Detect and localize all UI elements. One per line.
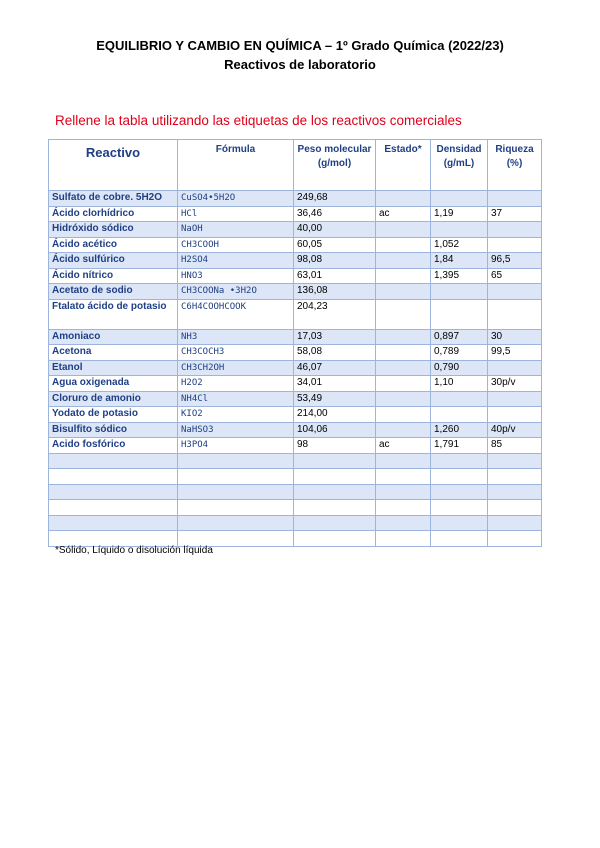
empty-cell-estado[interactable]: [376, 484, 431, 500]
header-densidad: Densidad (g/mL): [431, 140, 488, 191]
empty-cell-densidad[interactable]: [431, 484, 488, 500]
cell-peso: 46,07: [294, 360, 376, 376]
cell-densidad: 1,791: [431, 438, 488, 454]
cell-densidad: 1,10: [431, 376, 488, 392]
cell-riqueza: [488, 222, 542, 238]
cell-estado: [376, 268, 431, 284]
cell-reactivo: Cloruro de amonio: [49, 391, 178, 407]
table-row: [49, 422, 542, 438]
cell-densidad: [431, 391, 488, 407]
empty-cell-reactivo[interactable]: [49, 515, 178, 531]
cell-estado: [376, 422, 431, 438]
cell-peso: 249,68: [294, 191, 376, 207]
cell-riqueza: 96,5: [488, 253, 542, 269]
cell-estado: ac: [376, 206, 431, 222]
cell-riqueza: [488, 391, 542, 407]
table-row: [49, 345, 542, 361]
cell-peso: 104,06: [294, 422, 376, 438]
empty-cell-peso[interactable]: [294, 469, 376, 485]
cell-estado: [376, 222, 431, 238]
cell-riqueza: [488, 407, 542, 423]
cell-peso: 17,03: [294, 329, 376, 345]
table-row: [49, 391, 542, 407]
cell-estado: [376, 329, 431, 345]
cell-riqueza: [488, 191, 542, 207]
cell-reactivo: Acido fosfórico: [49, 438, 178, 454]
cell-densidad: [431, 284, 488, 300]
cell-reactivo: Agua oxigenada: [49, 376, 178, 392]
cell-densidad: 0,897: [431, 329, 488, 345]
cell-formula: H3PO4: [178, 438, 294, 454]
header-estado: Estado*: [376, 140, 431, 191]
cell-peso: 36,46: [294, 206, 376, 222]
cell-riqueza: [488, 299, 542, 329]
header-reactivo: Reactivo: [49, 140, 178, 191]
cell-densidad: 1,19: [431, 206, 488, 222]
table-row: [49, 438, 542, 454]
empty-cell-densidad[interactable]: [431, 531, 488, 547]
cell-peso: 98,08: [294, 253, 376, 269]
table-row: [49, 284, 542, 300]
cell-densidad: [431, 191, 488, 207]
empty-table-row: [49, 469, 542, 485]
cell-estado: [376, 299, 431, 329]
empty-cell-formula[interactable]: [178, 484, 294, 500]
cell-peso: 34,01: [294, 376, 376, 392]
cell-reactivo: Acetato de sodio: [49, 284, 178, 300]
cell-estado: ac: [376, 438, 431, 454]
cell-reactivo: Ácido acético: [49, 237, 178, 253]
cell-reactivo: Amoniaco: [49, 329, 178, 345]
cell-peso: 58,08: [294, 345, 376, 361]
table-row: [49, 206, 542, 222]
table-row: [49, 237, 542, 253]
cell-riqueza: [488, 360, 542, 376]
cell-densidad: 1,395: [431, 268, 488, 284]
cell-peso: 136,08: [294, 284, 376, 300]
empty-cell-densidad[interactable]: [431, 469, 488, 485]
cell-peso: 40,00: [294, 222, 376, 238]
header-riqueza: Riqueza (%): [488, 140, 542, 191]
cell-peso: 214,00: [294, 407, 376, 423]
empty-table-row: [49, 500, 542, 516]
empty-cell-estado[interactable]: [376, 469, 431, 485]
cell-densidad: 0,790: [431, 360, 488, 376]
empty-cell-peso[interactable]: [294, 453, 376, 469]
cell-formula: H2O2: [178, 376, 294, 392]
empty-cell-reactivo[interactable]: [49, 500, 178, 516]
cell-riqueza: 37: [488, 206, 542, 222]
table-row: [49, 253, 542, 269]
cell-formula: NH3: [178, 329, 294, 345]
cell-reactivo: Ftalato ácido de potasio: [49, 299, 178, 329]
cell-riqueza: [488, 237, 542, 253]
cell-riqueza: 30: [488, 329, 542, 345]
cell-densidad: 0,789: [431, 345, 488, 361]
cell-peso: 98: [294, 438, 376, 454]
empty-cell-riqueza[interactable]: [488, 484, 542, 500]
cell-reactivo: Etanol: [49, 360, 178, 376]
cell-formula: CH3COONa •3H2O: [178, 284, 294, 300]
cell-estado: [376, 345, 431, 361]
table-row: [49, 360, 542, 376]
cell-estado: [376, 360, 431, 376]
empty-cell-riqueza[interactable]: [488, 531, 542, 547]
empty-cell-estado[interactable]: [376, 515, 431, 531]
cell-reactivo: Sulfato de cobre. 5H2O: [49, 191, 178, 207]
cell-densidad: 1,052: [431, 237, 488, 253]
cell-estado: [376, 237, 431, 253]
empty-cell-reactivo[interactable]: [49, 484, 178, 500]
cell-estado: [376, 407, 431, 423]
cell-estado: [376, 191, 431, 207]
cell-reactivo: Yodato de potasio: [49, 407, 178, 423]
header-peso: Peso molecular (g/mol): [294, 140, 376, 191]
empty-cell-formula[interactable]: [178, 531, 294, 547]
empty-cell-formula[interactable]: [178, 515, 294, 531]
footnote: *Sólido, Líquido o disolución líquida: [55, 545, 213, 556]
cell-formula: CuSO4•5H2O: [178, 191, 294, 207]
empty-cell-peso[interactable]: [294, 515, 376, 531]
empty-cell-reactivo[interactable]: [49, 469, 178, 485]
cell-formula: HNO3: [178, 268, 294, 284]
cell-riqueza: 99,5: [488, 345, 542, 361]
cell-peso: 53,49: [294, 391, 376, 407]
cell-densidad: [431, 222, 488, 238]
cell-densidad: [431, 299, 488, 329]
cell-formula: C6H4COOHCOOK: [178, 299, 294, 329]
empty-cell-densidad[interactable]: [431, 453, 488, 469]
cell-reactivo: Bisulfito sódico: [49, 422, 178, 438]
table-row: [49, 268, 542, 284]
document-title: EQUILIBRIO Y CAMBIO EN QUÍMICA – 1º Grado Química (2022/23): [96, 38, 504, 53]
empty-cell-formula[interactable]: [178, 453, 294, 469]
empty-cell-estado[interactable]: [376, 500, 431, 516]
document-subtitle: Reactivos de laboratorio: [224, 57, 376, 72]
cell-formula: H2SO4: [178, 253, 294, 269]
table-row: [49, 191, 542, 207]
cell-densidad: [431, 407, 488, 423]
cell-formula: CH3COOH: [178, 237, 294, 253]
table-header-row: [49, 140, 542, 191]
cell-riqueza: 40p/v: [488, 422, 542, 438]
cell-formula: NaOH: [178, 222, 294, 238]
table-row: [49, 329, 542, 345]
table-row: [49, 222, 542, 238]
cell-reactivo: Hidróxido sódico: [49, 222, 178, 238]
empty-cell-formula[interactable]: [178, 500, 294, 516]
cell-reactivo: Ácido clorhídrico: [49, 206, 178, 222]
cell-estado: [376, 284, 431, 300]
empty-cell-riqueza[interactable]: [488, 453, 542, 469]
cell-formula: HCl: [178, 206, 294, 222]
empty-table-row: [49, 484, 542, 500]
cell-estado: [376, 391, 431, 407]
cell-reactivo: Ácido nítrico: [49, 268, 178, 284]
empty-cell-peso[interactable]: [294, 500, 376, 516]
empty-table-row: [49, 515, 542, 531]
empty-cell-formula[interactable]: [178, 469, 294, 485]
table-row: [49, 299, 542, 329]
empty-cell-densidad[interactable]: [431, 500, 488, 516]
cell-reactivo: Acetona: [49, 345, 178, 361]
reagents-table: [48, 139, 542, 547]
cell-riqueza: 85: [488, 438, 542, 454]
empty-cell-reactivo[interactable]: [49, 453, 178, 469]
cell-formula: NH4Cl: [178, 391, 294, 407]
cell-estado: [376, 376, 431, 392]
empty-cell-estado[interactable]: [376, 531, 431, 547]
empty-cell-riqueza[interactable]: [488, 469, 542, 485]
cell-formula: NaHSO3: [178, 422, 294, 438]
table-row: [49, 376, 542, 392]
instruction-text: Rellene la tabla utilizando las etiquetas de los reactivos comerciales: [55, 113, 462, 128]
empty-cell-riqueza[interactable]: [488, 515, 542, 531]
empty-cell-riqueza[interactable]: [488, 500, 542, 516]
cell-peso: 204,23: [294, 299, 376, 329]
empty-cell-peso[interactable]: [294, 531, 376, 547]
table-row: [49, 407, 542, 423]
cell-densidad: 1,84: [431, 253, 488, 269]
cell-reactivo: Ácido sulfúrico: [49, 253, 178, 269]
empty-cell-densidad[interactable]: [431, 515, 488, 531]
empty-cell-peso[interactable]: [294, 484, 376, 500]
empty-table-row: [49, 531, 542, 547]
empty-cell-estado[interactable]: [376, 453, 431, 469]
cell-formula: CH3COCH3: [178, 345, 294, 361]
cell-peso: 60,05: [294, 237, 376, 253]
cell-estado: [376, 253, 431, 269]
cell-riqueza: [488, 284, 542, 300]
cell-formula: KIO2: [178, 407, 294, 423]
cell-riqueza: 65: [488, 268, 542, 284]
header-formula: Fórmula: [178, 140, 294, 191]
cell-formula: CH3CH2OH: [178, 360, 294, 376]
empty-cell-reactivo[interactable]: [49, 531, 178, 547]
cell-riqueza: 30p/v: [488, 376, 542, 392]
cell-peso: 63,01: [294, 268, 376, 284]
empty-table-row: [49, 453, 542, 469]
cell-densidad: 1,260: [431, 422, 488, 438]
